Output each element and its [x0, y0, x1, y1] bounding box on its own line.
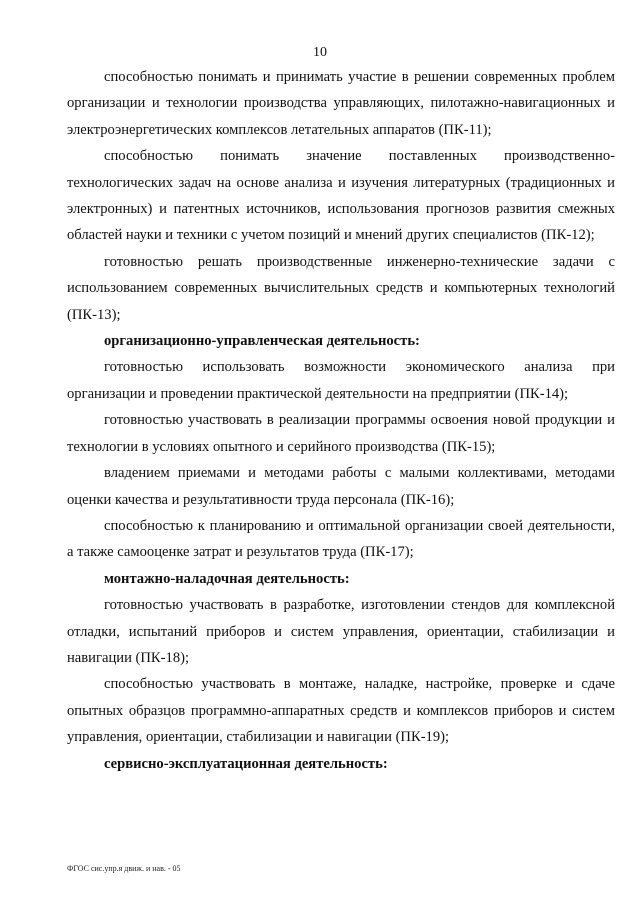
section-heading-installation: монтажно-наладочная деятельность:	[104, 570, 350, 587]
section-heading-service: сервисно-эксплуатационная деятельность:	[104, 755, 388, 772]
paragraph-pk-12: способностью понимать значение поставленных производственно-технологических задач на основе анализа и изучения литературных (традиционных и электронных) и патентных источников, использования прогнозов развития смежных областей науки и техники с учетом позиций и мнений других специалистов (ПК-12);	[67, 148, 615, 244]
paragraph-pk-17: способностью к планированию и оптимальной организации своей деятельности, а также самооценке затрат и результатов труда (ПК-17);	[67, 517, 615, 561]
page-footer: ФГОС сис.упр.я движ. и нав. - 05	[67, 864, 181, 873]
section-heading-organizational: организационно-управленческая деятельность:	[104, 333, 420, 350]
paragraph-pk-14: готовностью использовать возможности экономического анализа при организации и проведении практической деятельности на предприятии (ПК-14);	[67, 359, 615, 402]
paragraph-pk-13: готовностью решать производственные инженерно-технические задачи с использованием современных вычислительных средств и компьютерных технологий (ПК-13);	[67, 253, 615, 323]
paragraph-pk-11: способностью понимать и принимать участие в решении современных проблем организации и технологии производства управляющих, пилотажно-навигационных и электроэнергетических комплексов летательных аппаратов (ПК-11);	[67, 69, 615, 138]
paragraph-pk-19: способностью участвовать в монтаже, наладке, настройке, проверке и сдаче опытных образцов программно-аппаратных средств и комплексов приборов и систем управления, ориентации, стабилизации и навигации (ПК-19);	[67, 676, 615, 746]
paragraph-pk-15: готовностью участвовать в реализации программы освоения новой продукции и технологии в условиях опытного и серийного производства (ПК-15);	[67, 412, 615, 455]
paragraph-pk-18: готовностью участвовать в разработке, изготовлении стендов для комплексной отладки, испытаний приборов и систем управления, ориентации, стабилизации и навигации (ПК-18);	[67, 597, 615, 666]
paragraph-pk-16: владением приемами и методами работы с малыми коллективами, методами оценки качества и результативности труда персонала (ПК-16);	[67, 465, 615, 508]
page-number: 10	[313, 45, 327, 60]
document-body	[67, 64, 615, 777]
